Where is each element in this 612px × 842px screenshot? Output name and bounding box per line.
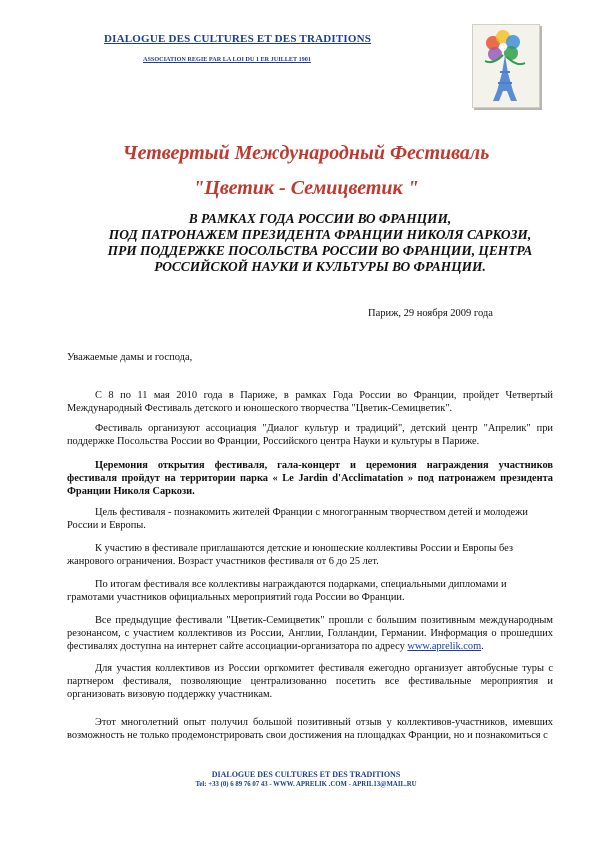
paragraph-goal [67, 506, 553, 532]
paragraph-awards [67, 578, 553, 604]
paragraph-text: По итогам фестиваля все коллективы награждаются подарками, специальными дипломами и грамотами участников официальных мероприятий года России во Франции. [67, 579, 507, 603]
paragraph-text: Фестиваль организуют ассоциация "Диалог культур и традиций", детский центр "Апрелик" при поддержке Посольства России во Франции, Российского центра Науки и культуры в Париже. [67, 423, 553, 447]
footer-organization: DIALOGUE DES CULTURES ET DES TRADITIONS [211, 770, 401, 779]
paragraph-organizers [67, 422, 553, 448]
organization-title: DIALOGUE DES CULTURES ET DES TRADITIONS [104, 33, 372, 45]
greeting: Уважаемые дамы и господа, [67, 352, 193, 363]
paragraph-text: Все предыдущие фестивали "Цветик-Семицветик" прошли с большим позитивным международным резонансом, с участием коллективов из России, Англии, Голландии, Германии. Информация о прошедших фестивалях доступна на интернет сайте ассоциации-организатора по адресу [67, 615, 553, 652]
subtitle-line: В РАМКАХ ГОДА РОССИИ ВО ФРАНЦИИ, [188, 211, 452, 226]
paragraph-previous-festivals [67, 614, 553, 653]
paragraph-participants [67, 542, 553, 568]
website-link[interactable]: www.aprelik.com [407, 641, 482, 652]
paragraph-text: Этот многолетний опыт получил большой позитивный отзыв у коллективов-участников, имевших возможность не только продемонстрировать свои достижения на площадках Франции, но и познакомиться с [67, 717, 553, 741]
paragraph-text: Церемония открытия фестиваля, гала-концерт и церемония награждения участников фестиваля пройдут на территории парка « Le Jardin d'Acclimatation » под патронажем президента Франции Николя Саркози. [67, 460, 553, 497]
letter-date: Париж, 29 ноября 2009 года [368, 308, 493, 319]
paragraph-text: Для участия коллективов из России оргкомитет фестиваля ежегодно организует автобусные туры с партнером фестиваля, позволяющие централизованно посетить все фестивальные мероприятия и организовать визовую поддержку участникам. [67, 663, 553, 700]
festival-title-line1: Четвертый Международный Фестиваль [122, 142, 490, 164]
paragraph-dates [67, 389, 553, 415]
paragraph-text: Цель фестиваля - познакомить жителей Франции с многогранным творчеством детей и молодежи России и Европы. [67, 507, 528, 531]
patronage-subtitle [40, 211, 600, 275]
paragraph-bus-tours [67, 662, 553, 701]
paragraph-experience [67, 716, 553, 742]
paragraph-text: К участию в фестивале приглашаются детские и юношеские коллективы России и Европы без жанрового ограничения. Возраст участников фестиваля от 6 до 25 лет. [67, 543, 513, 567]
festival-title-line2: "Цветик - Семицветик " [193, 177, 419, 199]
subtitle-line: ПОД ПАТРОНАЖЕМ ПРЕЗИДЕНТА ФРАНЦИИ НИКОЛЯ САРКОЗИ, [108, 227, 532, 242]
festival-logo [472, 24, 540, 108]
subtitle-line: ПРИ ПОДДЕРЖКЕ ПОСОЛЬСТВА РОССИИ ВО ФРАНЦИИ, ЦЕНТРА [107, 243, 533, 258]
paragraph-text: С 8 по 11 мая 2010 года в Париже, в рамках Года России во Франции, пройдет Четвертый Международный Фестиваль детского и юношеского творчества "Цветик-Семицветик". [67, 390, 553, 414]
subtitle-line: РОССИЙСКОЙ НАУКИ И КУЛЬТУРЫ ВО ФРАНЦИИ. [154, 259, 486, 274]
paragraph-period: . [481, 641, 484, 652]
footer-contacts: Tel: +33 (0) 6 89 76 07 43 - WWW. APRELIK .COM - APRIL13@MAIL.RU [195, 781, 417, 788]
eiffel-tower-flower-icon [473, 25, 539, 107]
paragraph-ceremony [67, 459, 553, 498]
organization-subtitle: ASSOCIATION REGIE PAR LA LOI DU 1 ER JUILLET 1901 [143, 56, 311, 63]
